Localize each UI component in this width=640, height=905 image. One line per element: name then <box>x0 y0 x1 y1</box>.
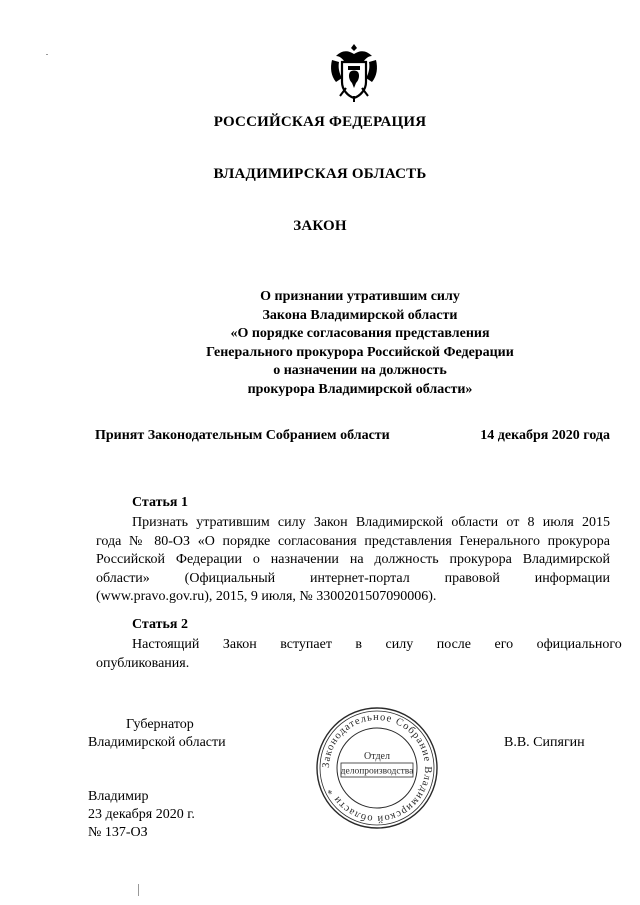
article2-line: опубликования. <box>96 655 190 671</box>
article1-text <box>96 514 610 607</box>
doc-type-heading: ЗАКОН <box>293 218 347 234</box>
footer-number: № 137-ОЗ <box>88 825 148 840</box>
article2-title: Статья 2 <box>132 617 188 632</box>
country-heading: РОССИЙСКАЯ ФЕДЕРАЦИЯ <box>213 114 427 130</box>
signatory-position-1: Губернатор <box>126 717 194 732</box>
law-title-line: Генерального прокурора Российской Федерации <box>206 344 514 360</box>
article1-line: Российской Федерации о назначении на должность прокурора Владимирской <box>96 552 610 568</box>
law-title <box>100 288 620 399</box>
law-title-line: «О порядке согласования представления <box>230 326 490 341</box>
article1-line: года № 80-ОЗ «О порядке согласования представления Генерального прокурора <box>96 533 610 549</box>
scan-mark <box>138 884 139 896</box>
stamp-center-line-1: Отдел <box>364 751 390 762</box>
seal-stamp <box>314 705 440 831</box>
footer-city: Владимир <box>88 789 149 804</box>
law-title-line: Закона Владимирской области <box>262 307 458 323</box>
scan-mark <box>46 54 48 55</box>
law-title-line: о назначении на должность <box>273 363 447 378</box>
coat-of-arms-icon <box>326 42 382 104</box>
article1-line: Признать утратившим силу Закон Владимирской области от 8 июля 2015 <box>132 515 610 530</box>
stamp-ring-text: Законодательное Собрание Владимирской области * <box>320 711 434 825</box>
adoption-date: 14 декабря 2020 года <box>480 428 610 443</box>
stamp-center-line-2: делопроизводства <box>340 766 414 777</box>
law-title-line: прокурора Владимирской области» <box>247 381 473 397</box>
signatory-position-2: Владимирской области <box>88 735 226 750</box>
article1-line: области» (Официальный интернет-портал правовой информации <box>96 570 610 586</box>
article2-line: Настоящий Закон вступает в силу после его официального <box>132 637 622 652</box>
signatory-name: В.В. Сипягин <box>504 735 585 750</box>
region-heading: ВЛАДИМИРСКАЯ ОБЛАСТЬ <box>213 166 427 182</box>
law-title-line: О признании утратившим силу <box>260 289 460 304</box>
adoption-line <box>95 428 610 444</box>
article2-text <box>96 636 622 673</box>
footer-date: 23 декабря 2020 г. <box>88 807 195 822</box>
article1-line: (www.pravo.gov.ru), 2015, 9 июля, № 3300201507090006). <box>96 589 437 605</box>
article1-title: Статья 1 <box>132 495 188 510</box>
adoption-body: Принят Законодательным Собранием области <box>95 428 390 443</box>
